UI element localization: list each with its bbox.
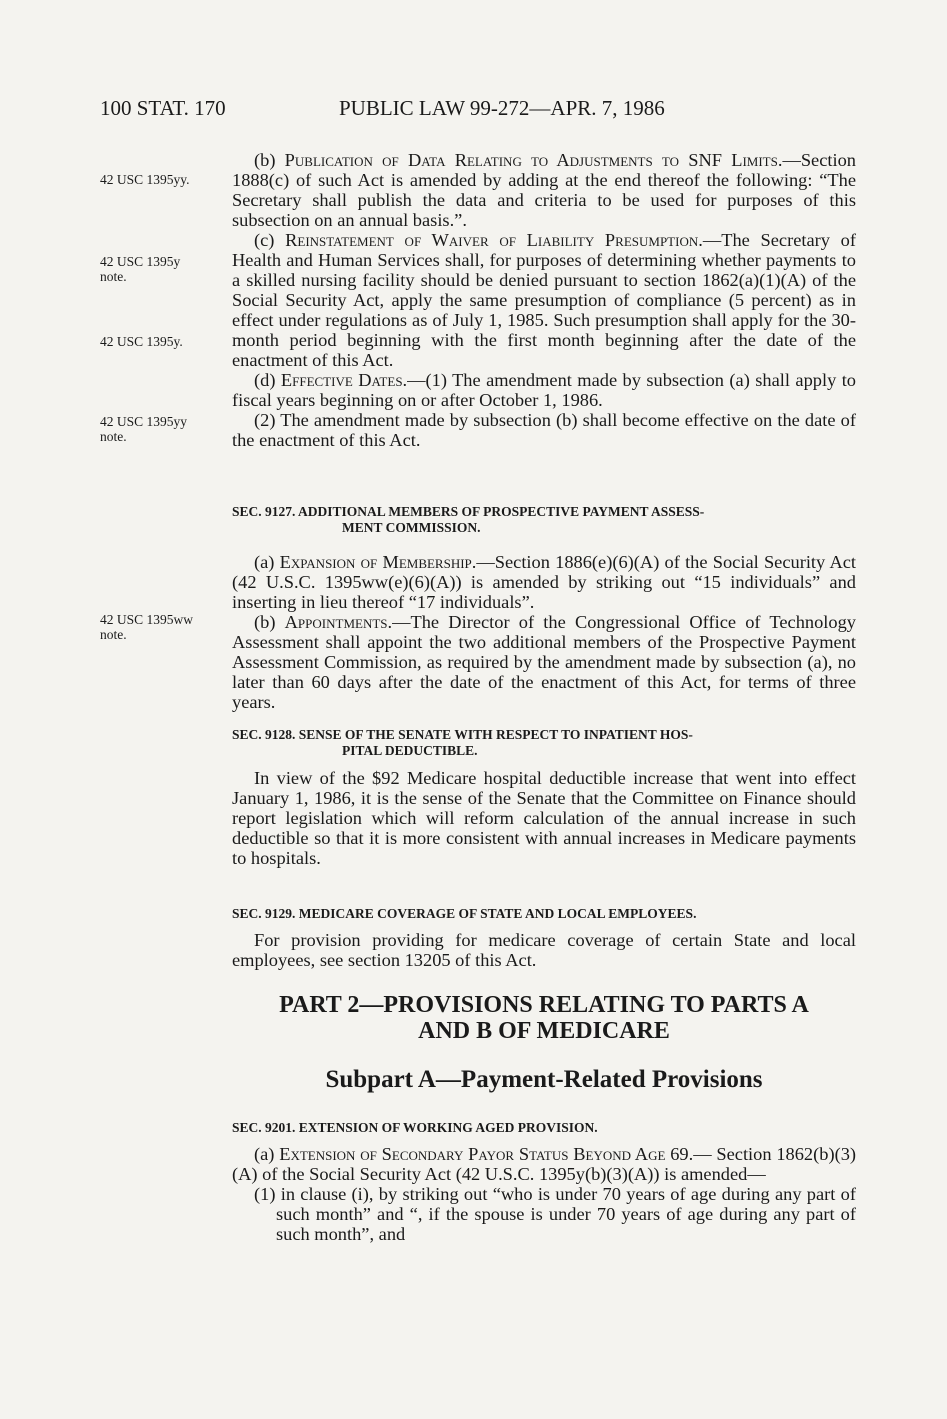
margin-note: 42 USC 1395yy note.: [100, 414, 188, 444]
subsection-a: (a) Extension of Secondary Payor Status Beyond Age 69.— Section 1862(b)(3)(A) of the Social Security Act (42 U.S.C. 1395y(b)(3)(A)) is amended—: [232, 1144, 857, 1184]
subsection-d: (d) Effective Dates.—(1) The amendment made by subsection (a) shall apply to fiscal years beginning on or after October 1, 1986.: [232, 370, 857, 410]
subsection-heading: Expansion of Membership: [279, 552, 472, 572]
sense-of-senate-paragraph: In view of the $92 Medicare hospital deductible increase that went into effect January 1, 1986, it is the sense of the Senate that the Committee on Finance should report legislation which will reform calculation of the annual increase in such deductible so that it is more consistent with annual increases in Medicare payments to hospitals.: [232, 768, 856, 868]
subsection-heading: Publication of Data Relating to Adjustments to SNF Limits: [284, 150, 778, 170]
subsection-b: (b) Appointments.—The Director of the Congressional Office of Technology Assessment shall appoint the two additional members of the Prospective Payment Assessment Commission, as required by the amendment made by subsection (a), no later than 60 days after the date of the enactment of this Act, for terms of three years.: [232, 612, 856, 712]
margin-note: 42 USC 1395yy.: [100, 172, 190, 187]
margin-note: 42 USC 1395ww note.: [100, 612, 194, 642]
section-9128-heading: SEC. 9128. SENSE OF THE SENATE WITH RESPECT TO INPATIENT HOS- PITAL DEDUCTIBLE.: [232, 727, 693, 758]
subsection-c: (c) Reinstatement of Waiver of Liability Presumption.—The Secretary of Health and Human Services shall, for purposes of determining whether payments to a skilled nursing facility should be denied pursuant to section 1862(a)(1)(A) of the Social Security Act, apply the same presumption of compliance (5 percent) as in effect under regulations as of July 1, 1985. Such presumption shall apply for the 30-month period beginning with the first month beginning after the date of the enactment of this Act.: [232, 230, 856, 370]
subsection-heading: Reinstatement of Waiver of Liability Presumption: [285, 230, 699, 250]
clause-1: (1) in clause (i), by striking out “who is under 70 years of age during any part of such month” and “, if the spouse is under 70 years of age during any part of such month”, and: [254, 1184, 856, 1244]
subsection-d-2: (2) The amendment made by subsection (b) shall become effective on the date of the enactment of this Act.: [232, 410, 856, 450]
margin-note: 42 USC 1395y.: [100, 334, 183, 349]
section-9126-text: [232, 150, 856, 450]
margin-note: 42 USC 1395y note.: [100, 254, 181, 284]
subsection-heading: Effective Dates: [280, 370, 403, 390]
stat-page-number: 100 STAT. 170: [100, 96, 226, 120]
section-9201-text: [232, 1144, 856, 1244]
subpart-a-title: Subpart A—Payment-Related Provisions: [325, 1066, 763, 1093]
page-header: [100, 96, 887, 126]
subsection-b: (b) Publication of Data Relating to Adjustments to SNF Limits.—Section 1888(c) of such Act is amended by adding at the end thereof the following: “The Secretary shall publish the data and criteria to be used for purposes of this subsection on an annual basis.”.: [232, 150, 856, 230]
subsection-a: (a) Expansion of Membership.—Section 1886(e)(6)(A) of the Social Security Act (42 U.S.C. 1395ww(e)(6)(A)) is amended by striking out “15 individuals” and inserting in lieu thereof “17 individuals”.: [232, 552, 856, 612]
section-9127-heading: SEC. 9127. ADDITIONAL MEMBERS OF PROSPECTIVE PAYMENT ASSESS- MENT COMMISSION.: [232, 504, 705, 535]
section-9129-text: [232, 930, 856, 970]
part-2-title: PART 2—PROVISIONS RELATING TO PARTS A AND B OF MEDICARE: [279, 992, 809, 1044]
section-9201-heading: SEC. 9201. EXTENSION OF WORKING AGED PROVISION.: [232, 1120, 598, 1135]
section-9128-text: [232, 768, 856, 868]
section-9127-text: [232, 552, 856, 712]
state-local-employees-paragraph: For provision providing for medicare coverage of certain State and local employees, see section 13205 of this Act.: [232, 930, 856, 970]
section-9129-heading: SEC. 9129. MEDICARE COVERAGE OF STATE AND LOCAL EMPLOYEES.: [232, 906, 697, 921]
public-law-title: PUBLIC LAW 99-272—APR. 7, 1986: [339, 96, 665, 120]
subsection-heading: Appointments: [284, 612, 388, 632]
subsection-heading: Extension of Secondary Payor Status Beyond Age 69: [279, 1144, 689, 1164]
